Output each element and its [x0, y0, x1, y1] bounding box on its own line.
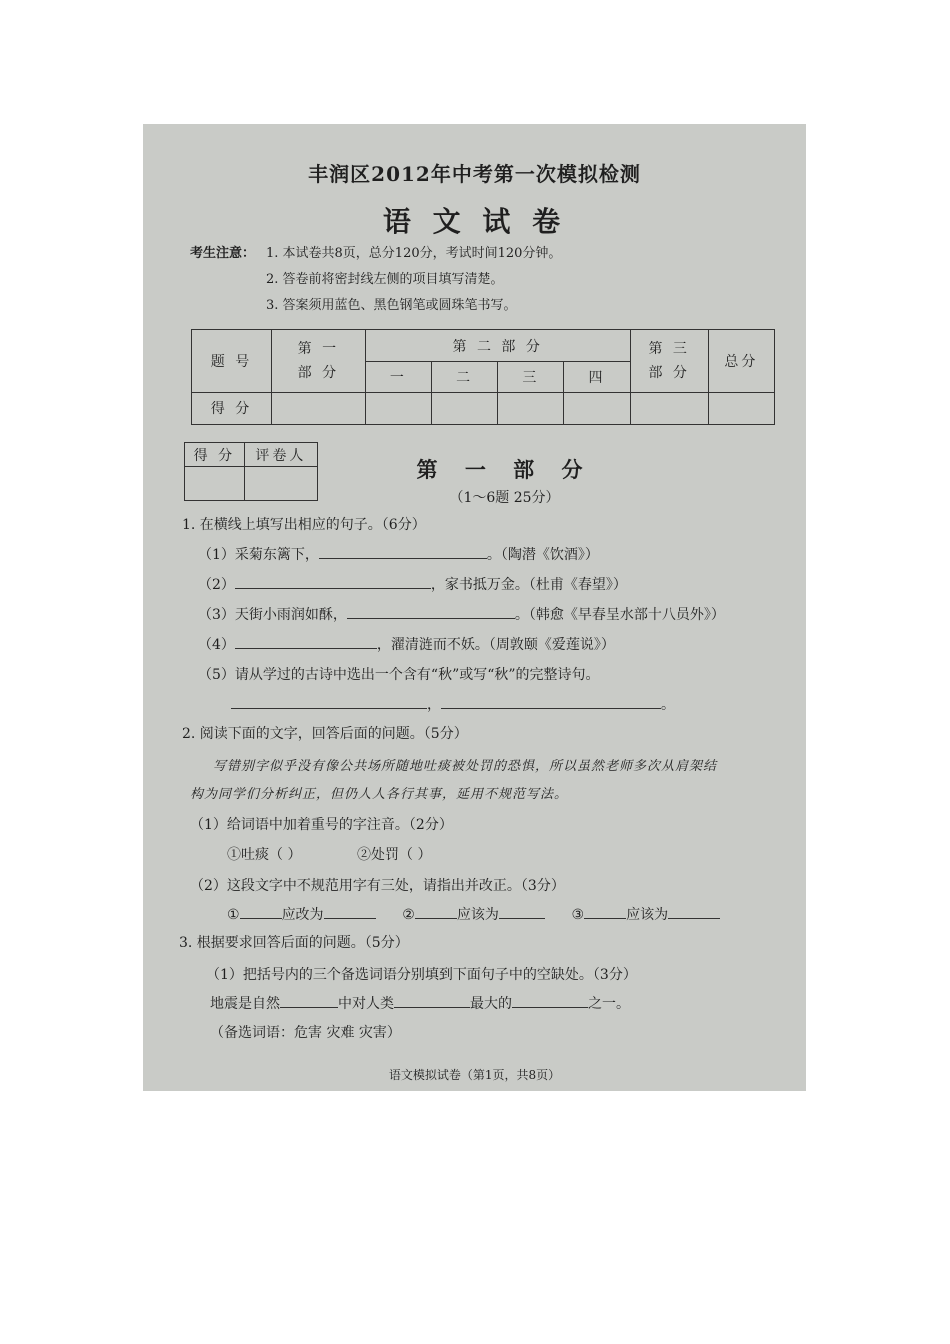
score-cell[interactable] — [272, 392, 366, 424]
score-cell[interactable] — [708, 392, 774, 424]
grader-label: 评卷人 — [244, 443, 317, 467]
exam-title: 丰润区2012年中考第一次模拟检测 — [308, 162, 641, 186]
section-subtitle: （1～6题 25分） — [449, 490, 560, 506]
score-table-part1: 第 一 部 分 — [272, 330, 366, 393]
q2-passage-line: 构为同学们分析纠正，但仍人人各行其事，延用不规范写法。 — [190, 787, 569, 802]
q1-item-3: （3）天街小雨润如酥， 。（韩愈《早春呈水部十八员外》） — [198, 604, 725, 624]
q2-sub1: （1）给词语中加着重号的字注音。（2分） — [190, 817, 453, 833]
exam-subtitle: 语 文 试 卷 — [382, 205, 567, 238]
note-item: 2. 答卷前将密封线左侧的项目填写清楚。 — [266, 272, 504, 287]
answer-blank[interactable] — [441, 694, 661, 709]
note-item: 3. 答案须用蓝色、黑色钢笔或圆珠笔书写。 — [266, 298, 517, 313]
q1-item-1: （1）采菊东篱下， 。（陶潜《饮酒》） — [198, 544, 599, 564]
q1-item-5-answer: ， 。 — [231, 694, 675, 714]
q2-fix-row: ① 应改为 ② 应该为 ③ 应该为 — [227, 904, 720, 924]
exam-paper — [143, 124, 806, 1091]
answer-blank[interactable] — [584, 904, 626, 919]
q2-passage-line: 写错别字似乎没有像公共场所随地吐痰被处罚的恐惧，所以虽然老师多次从肩架结 — [213, 759, 718, 774]
score-table-col: 一 — [365, 362, 431, 392]
q3-sub1: （1）把括号内的三个备选词语分别填到下面句子中的空缺处。（3分） — [206, 967, 637, 983]
score-cell[interactable] — [365, 392, 431, 424]
answer-blank[interactable] — [394, 993, 470, 1008]
score-table-col: 三 — [498, 362, 564, 392]
score-table-col: 四 — [564, 362, 630, 392]
score-cell[interactable] — [564, 392, 630, 424]
answer-blank[interactable] — [324, 904, 376, 919]
q2-sub1-b: ②处罚（ ） — [357, 847, 432, 863]
answer-blank[interactable] — [280, 993, 338, 1008]
score-cell[interactable] — [630, 392, 708, 424]
score-table-part2: 第 二 部 分 — [365, 330, 630, 362]
score-table-tihao: 题 号 — [192, 330, 272, 393]
score-table-col: 二 — [432, 362, 498, 392]
section-title: 第 一 部 分 — [416, 457, 593, 482]
score-cell[interactable] — [498, 392, 564, 424]
score-table — [191, 329, 775, 425]
q2-sub2: （2）这段文字中不规范用字有三处，请指出并改正。（3分） — [190, 878, 565, 894]
score-table-defen: 得 分 — [192, 392, 272, 424]
answer-blank[interactable] — [240, 904, 282, 919]
score-table-total: 总分 — [708, 330, 774, 393]
q3-options: （备选词语：危害 灾难 灾害） — [210, 1025, 401, 1041]
q2-sub1-a: ①吐痰（ ） — [227, 847, 302, 863]
q3-stem: 3. 根据要求回答后面的问题。（5分） — [179, 935, 409, 951]
q1-stem: 1. 在横线上填写出相应的句子。（6分） — [182, 517, 426, 533]
answer-blank[interactable] — [499, 904, 545, 919]
note-item: 1. 本试卷共8页，总分120分，考试时间120分钟。 — [266, 246, 562, 261]
answer-blank[interactable] — [415, 904, 457, 919]
q3-sentence: 地震是自然 中对人类 最大的 之一。 — [210, 993, 630, 1013]
score-table-part3: 第 三 部 分 — [630, 330, 708, 393]
answer-blank[interactable] — [231, 694, 427, 709]
grader-score-label: 得 分 — [185, 443, 245, 467]
answer-blank[interactable] — [668, 904, 720, 919]
q2-stem: 2. 阅读下面的文字，回答后面的问题。（5分） — [182, 726, 468, 742]
q1-item-2: （2） ，家书抵万金。（杜甫《春望》） — [198, 574, 627, 594]
answer-blank[interactable] — [235, 634, 377, 649]
answer-blank[interactable] — [319, 544, 487, 559]
answer-blank[interactable] — [235, 574, 431, 589]
q1-item-4: （4） ，濯清涟而不妖。（周敦颐《爱莲说》） — [198, 634, 615, 654]
q1-item-5: （5）请从学过的古诗中选出一个含有“秋”或写“秋”的完整诗句。 — [198, 667, 600, 683]
page-footer: 语文模拟试卷（第1页，共8页） — [388, 1068, 561, 1082]
answer-blank[interactable] — [347, 604, 515, 619]
notes-label: 考生注意： — [190, 246, 256, 261]
answer-blank[interactable] — [512, 993, 588, 1008]
score-cell[interactable] — [432, 392, 498, 424]
